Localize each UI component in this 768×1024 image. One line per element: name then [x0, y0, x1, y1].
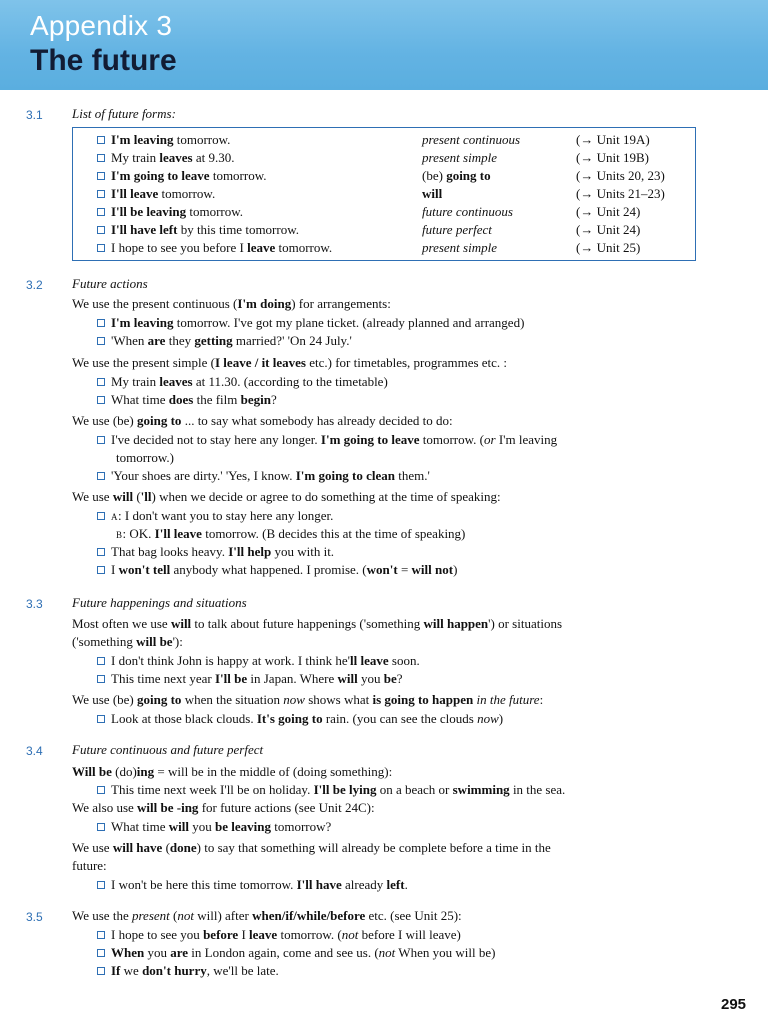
example: I've decided not to stay here any longer. I'm going to leave tomorrow. (or I'm leaving: [97, 432, 557, 448]
checkbox-icon: [97, 967, 105, 975]
example-continuation: tomorrow.): [116, 450, 175, 465]
unit-reference: (→ Unit 24): [576, 204, 641, 219]
form-name: present simple: [422, 150, 497, 165]
checkbox-icon: [97, 319, 105, 327]
checkbox-icon: [97, 715, 105, 723]
appendix-label: Appendix 3: [30, 10, 173, 41]
rule-text: We use the present simple (I leave / it leaves etc.) for timetables, programmes etc. :: [72, 355, 508, 370]
unit-reference: (→ Unit 24): [576, 222, 641, 237]
unit-reference: (→ Unit 25): [576, 240, 641, 255]
checkbox-icon: [97, 396, 105, 404]
example: I'm leaving tomorrow. I've got my plane ticket. (already planned and arranged): [97, 315, 524, 331]
checkbox-icon: [97, 675, 105, 683]
list-item: I'm leaving tomorrow.: [97, 132, 230, 148]
checkbox-icon: [97, 512, 105, 520]
checkbox-icon: [97, 208, 105, 216]
rule-text: Most often we use will to talk about future happenings ('something will happen') or situations: [72, 616, 563, 631]
list-item: I'll leave tomorrow.: [97, 186, 215, 202]
section-title: Future continuous and future perfect: [72, 742, 264, 757]
rule-text: We also use will be -ing for future actions (see Unit 24C):: [72, 800, 375, 815]
checkbox-icon: [97, 949, 105, 957]
checkbox-icon: [97, 931, 105, 939]
checkbox-icon: [97, 881, 105, 889]
list-item: My train leaves at 9.30.: [97, 150, 235, 166]
checkbox-icon: [97, 172, 105, 180]
example: I won't be here this time tomorrow. I'll have already left.: [97, 877, 408, 893]
unit-reference: (→ Units 20, 23): [576, 168, 665, 183]
page-title: The future: [30, 44, 177, 77]
rule-text: Will be (do)ing = will be in the middle of (doing something):: [72, 764, 393, 779]
form-name: (be) going to: [422, 168, 491, 183]
checkbox-icon: [97, 337, 105, 345]
section-number: 3.4: [26, 744, 43, 758]
example: 'Your shoes are dirty.' 'Yes, I know. I'm going to clean them.': [97, 468, 430, 484]
form-name: present simple: [422, 240, 497, 255]
section-title: List of future forms:: [72, 106, 176, 121]
example: What time will you be leaving tomorrow?: [97, 819, 331, 835]
list-item: I'll be leaving tomorrow.: [97, 204, 243, 220]
checkbox-icon: [97, 823, 105, 831]
example: I hope to see you before I leave tomorrow. (not before I will leave): [97, 927, 461, 943]
example: If we don't hurry, we'll be late.: [97, 963, 279, 979]
checkbox-icon: [97, 436, 105, 444]
example: I won't tell anybody what happened. I promise. (won't = will not): [97, 562, 457, 578]
unit-reference: (→ Unit 19A): [576, 132, 650, 147]
chapter-banner: [0, 0, 768, 90]
example: This time next year I'll be in Japan. Where will you be?: [97, 671, 403, 687]
checkbox-icon: [97, 136, 105, 144]
checkbox-icon: [97, 657, 105, 665]
checkbox-icon: [97, 244, 105, 252]
form-name: future continuous: [422, 204, 513, 219]
rule-text: We use (be) going to ... to say what somebody has already decided to do:: [72, 413, 453, 428]
checkbox-icon: [97, 548, 105, 556]
section-number: 3.5: [26, 910, 43, 924]
example: A: I don't want you to stay here any longer.: [97, 508, 333, 524]
section-title: Future happenings and situations: [72, 595, 247, 610]
list-item: I'll have left by this time tomorrow.: [97, 222, 299, 238]
checkbox-icon: [97, 566, 105, 574]
checkbox-icon: [97, 378, 105, 386]
example: That bag looks heavy. I'll help you with it.: [97, 544, 334, 560]
page-number: 295: [721, 996, 747, 1013]
section-number: 3.3: [26, 597, 43, 611]
checkbox-icon: [97, 190, 105, 198]
rule-text: future:: [72, 858, 107, 873]
form-name: will: [422, 186, 443, 201]
example: 'When are they getting married?' 'On 24 July.': [97, 333, 352, 349]
checkbox-icon: [97, 154, 105, 162]
checkbox-icon: [97, 472, 105, 480]
checkbox-icon: [97, 786, 105, 794]
unit-reference: (→ Unit 19B): [576, 150, 649, 165]
rule-text: We use will have (done) to say that something will already be complete before a time in the: [72, 840, 551, 855]
rule-text: We use (be) going to when the situation now shows what is going to happen in the future:: [72, 692, 544, 707]
example-continuation: B: OK. I'll leave tomorrow. (B decides this at the time of speaking): [116, 526, 466, 541]
list-item: I'm going to leave tomorrow.: [97, 168, 267, 184]
example: Look at those black clouds. It's going to rain. (you can see the clouds now): [97, 711, 503, 727]
list-item: I hope to see you before I leave tomorrow.: [97, 240, 332, 256]
section-number: 3.1: [26, 108, 43, 122]
rule-text: We use the present (not will) after when/if/while/before etc. (see Unit 25):: [72, 908, 462, 923]
example: My train leaves at 11.30. (according to the timetable): [97, 374, 388, 390]
example: When you are in London again, come and see us. (not When you will be): [97, 945, 495, 961]
form-name: future perfect: [422, 222, 492, 237]
rule-text: ('something will be'):: [72, 634, 183, 649]
example: This time next week I'll be on holiday. I'll be lying on a beach or swimming in the sea.: [97, 782, 565, 798]
rule-text: We use the present continuous (I'm doing) for arrangements:: [72, 296, 391, 311]
form-name: present continuous: [422, 132, 521, 147]
checkbox-icon: [97, 226, 105, 234]
example: I don't think John is happy at work. I think he'll leave soon.: [97, 653, 420, 669]
rule-text: We use will ('ll) when we decide or agree to do something at the time of speaking:: [72, 489, 501, 504]
section-title: Future actions: [72, 276, 148, 291]
example: What time does the film begin?: [97, 392, 277, 408]
section-number: 3.2: [26, 278, 43, 292]
unit-reference: (→ Units 21–23): [576, 186, 665, 201]
